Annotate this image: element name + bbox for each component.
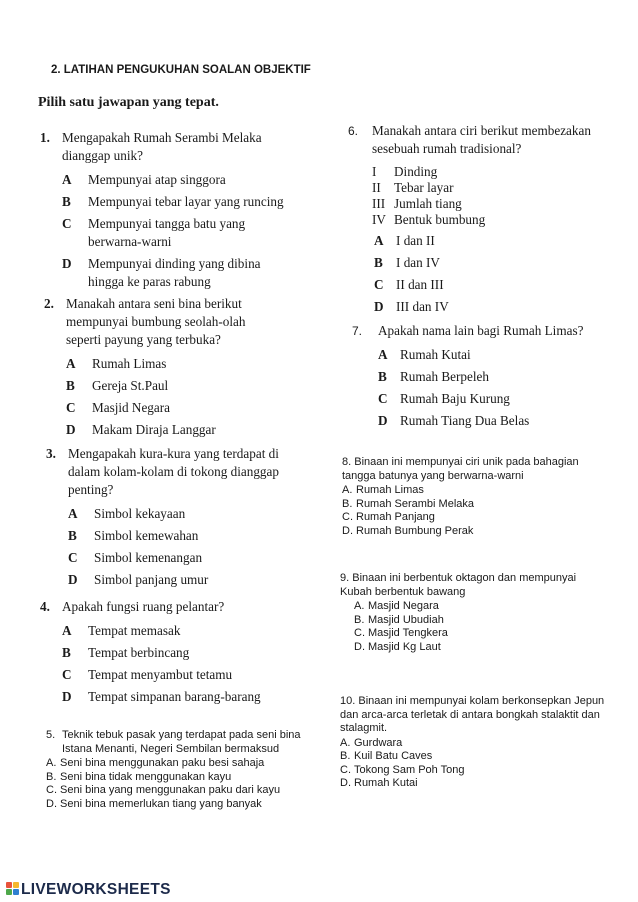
option-c[interactable]: C Simbol kemenangan	[68, 550, 203, 565]
option-d[interactable]: D. Rumah Kutai	[340, 777, 418, 789]
option-c[interactable]: C Mempunyai tangga batu yang berwarna-warni	[62, 216, 246, 249]
question-number: 2.	[44, 296, 54, 311]
option-b[interactable]: B I dan IV	[374, 255, 440, 270]
option-d[interactable]: D Rumah Tiang Dua Belas	[378, 413, 530, 428]
question-9	[340, 572, 610, 654]
worksheet-title: 2. LATIHAN PENGUKUHAN SOALAN OBJEKTIF	[51, 64, 311, 76]
option-c[interactable]: C Masjid Negara	[66, 400, 170, 415]
liveworksheets-logo[interactable]	[6, 881, 171, 899]
question-stem: Binaan ini mempunyai kolam berkonsepkan Jepun dan arca-arca terletak di antara bongkah stalaktit dan stalagmit.	[340, 695, 605, 734]
option-b[interactable]: B. Seni bina tidak menggunakan kayu	[46, 770, 232, 783]
question-stem: Apakah nama lain bagi Rumah Limas?	[378, 323, 584, 338]
option-b[interactable]: B. Masjid Ubudiah	[354, 613, 444, 626]
question-5	[46, 729, 324, 811]
question-number: 4.	[40, 599, 50, 614]
question-stem: Teknik tebuk pasak yang terdapat pada seni bina Istana Menanti, Negeri Sembilan bermaksud	[62, 729, 301, 755]
question-1	[40, 129, 302, 295]
statement-item: III Jumlah tiang	[372, 196, 462, 211]
question-number: 6.	[348, 124, 359, 138]
question-number: 9.	[340, 572, 350, 584]
question-number: 7.	[352, 324, 363, 338]
question-stem: Mengapakah kura-kura yang terdapat di dalam kolam-kolam di tokong dianggap penting?	[68, 446, 279, 497]
instruction: Pilih satu jawapan yang tepat.	[38, 95, 219, 110]
option-c[interactable]: C. Tokong Sam Poh Tong	[340, 763, 465, 776]
option-a[interactable]: A Tempat memasak	[62, 623, 181, 638]
question-7	[352, 322, 622, 434]
option-a[interactable]: A I dan II	[374, 233, 435, 248]
question-stem: Manakah antara seni bina berikut mempunyai bumbung seolah-olah seperti payung yang terbuka?	[66, 296, 246, 347]
question-10	[340, 695, 612, 791]
option-a[interactable]: A. Gurdwara	[340, 736, 403, 749]
option-d[interactable]: D Simbol panjang umur	[68, 572, 209, 587]
question-stem: Manakah antara ciri berikut membezakan sesebuah rumah tradisional?	[372, 123, 591, 156]
statement-item: IV Bentuk bumbung	[372, 212, 486, 227]
option-d[interactable]: D III dan IV	[374, 299, 449, 314]
option-a[interactable]: A Rumah Limas	[66, 356, 167, 371]
option-a[interactable]: A Rumah Kutai	[378, 347, 471, 362]
question-stem: Binaan ini mempunyai ciri unik pada bahagian tangga batunya yang berwarna-warni	[342, 456, 579, 482]
statement-item: I Dinding	[372, 164, 438, 179]
question-stem: Binaan ini berbentuk oktagon dan mempunyai Kubah berbentuk bawang	[340, 572, 577, 598]
option-c[interactable]: C Tempat menyambut tetamu	[62, 667, 233, 682]
option-b[interactable]: B. Rumah Serambi Melaka	[342, 497, 474, 510]
question-number: 10.	[340, 695, 356, 707]
statement-item: II Tebar layar	[372, 180, 454, 195]
option-b[interactable]: B Simbol kemewahan	[68, 528, 199, 543]
option-c[interactable]: C. Seni bina yang menggunakan paku dari kayu	[46, 784, 281, 796]
option-b[interactable]: B Mempunyai tebar layar yang runcing	[62, 194, 284, 209]
option-b[interactable]: B Gereja St.Paul	[66, 378, 169, 393]
question-number: 5.	[46, 729, 56, 741]
option-d[interactable]: D. Seni bina memerlukan tiang yang banyak	[46, 797, 262, 810]
option-a[interactable]: A. Seni bina menggunakan paku besi sahaja	[46, 757, 265, 769]
question-number: 1.	[40, 130, 50, 145]
option-b[interactable]: B Tempat berbincang	[62, 645, 190, 660]
option-b[interactable]: B Rumah Berpeleh	[378, 369, 489, 384]
option-c[interactable]: C. Masjid Tengkera	[354, 627, 448, 639]
option-c[interactable]: C II dan III	[374, 277, 444, 292]
option-b[interactable]: B. Kuil Batu Caves	[340, 750, 433, 762]
question-stem: Mengapakah Rumah Serambi Melaka dianggap unik?	[62, 130, 262, 163]
option-d[interactable]: D. Rumah Bumbung Perak	[342, 524, 474, 537]
option-a[interactable]: A. Rumah Limas	[342, 484, 424, 496]
option-d[interactable]: D Mempunyai dinding yang dibina hingga ke paras rabung	[62, 256, 261, 289]
question-6	[348, 122, 608, 320]
logo-text: LIVEWORKSHEETS	[21, 881, 171, 898]
question-3	[46, 445, 286, 593]
option-c[interactable]: C Rumah Baju Kurung	[378, 391, 510, 406]
option-d[interactable]: D. Masjid Kg Laut	[354, 640, 441, 653]
option-d[interactable]: D Tempat simpanan barang-barang	[62, 689, 261, 704]
option-c[interactable]: C. Rumah Panjang	[342, 511, 435, 523]
question-stem: Apakah fungsi ruang pelantar?	[62, 599, 225, 614]
question-2	[44, 295, 254, 443]
option-a[interactable]: A. Masjid Negara	[354, 600, 439, 612]
option-d[interactable]: D Makam Diraja Langgar	[66, 422, 216, 437]
question-8	[342, 456, 612, 538]
question-number: 8.	[342, 456, 352, 468]
question-number: 3.	[46, 446, 56, 461]
logo-squares-icon	[6, 882, 20, 896]
question-4	[40, 598, 310, 710]
option-a[interactable]: A Mempunyai atap singgora	[62, 172, 226, 187]
option-a[interactable]: A Simbol kekayaan	[68, 506, 186, 521]
